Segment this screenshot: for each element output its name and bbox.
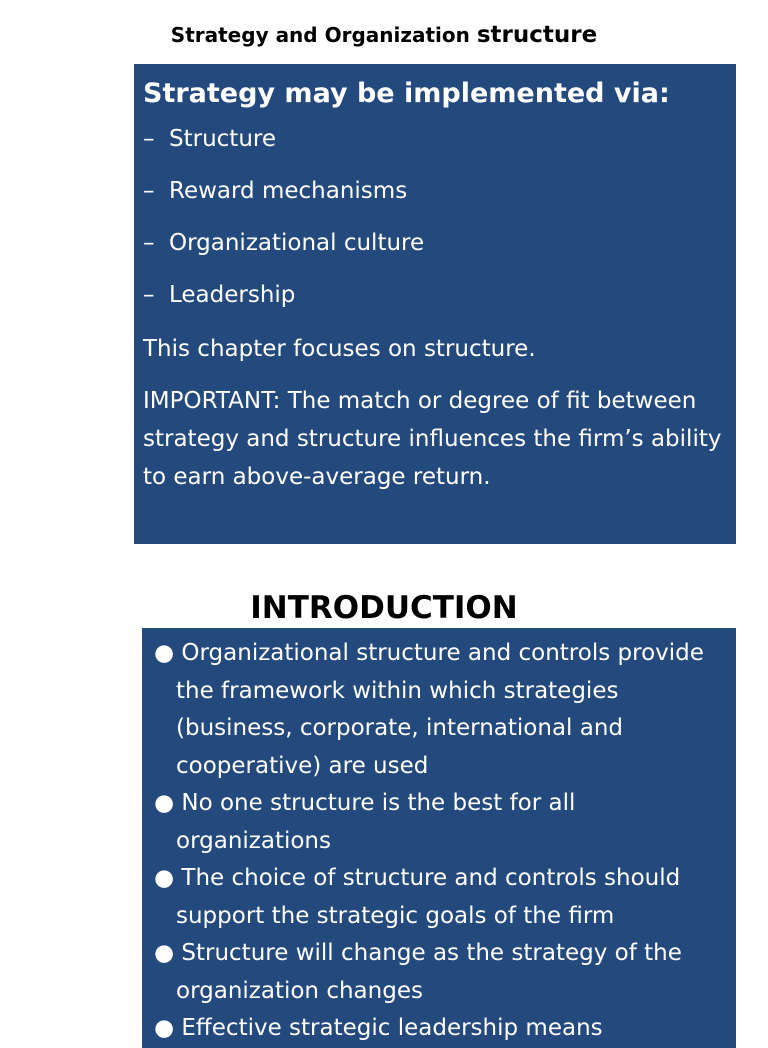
bullet-icon: ● <box>154 1015 175 1041</box>
dash-icon: – <box>143 282 155 308</box>
bullet-item <box>150 935 730 1010</box>
important-note-text: IMPORTANT: The match or degree of fit between strategy and structure influences the firm’s ability to earn above-average return. <box>143 388 722 490</box>
list-item <box>143 278 726 313</box>
bullet-item <box>150 785 730 860</box>
dash-icon: – <box>143 230 155 256</box>
bullet-item <box>150 1010 730 1048</box>
list-item <box>143 174 726 209</box>
implementation-box-heading: Strategy may be implemented via: <box>143 78 670 109</box>
chapter-focus-text: This chapter focuses on structure. <box>143 336 536 362</box>
bullet-text: Effective strategic leadership means <box>181 1015 603 1041</box>
list-item-label: Reward mechanisms <box>169 178 408 204</box>
bullet-text: Organizational structure and controls provide the framework within which strategies (business, corporate, international and cooperative) are used <box>176 640 704 779</box>
dash-icon: – <box>143 178 155 204</box>
list-item-label: Organizational culture <box>169 230 425 256</box>
bullet-item <box>150 635 730 785</box>
list-item-label: Structure <box>169 126 276 152</box>
bullet-icon: ● <box>154 640 175 666</box>
bullet-text: Structure will change as the strategy of the organization changes <box>176 940 682 1004</box>
list-item <box>143 122 726 157</box>
bullet-item <box>150 860 730 935</box>
bullet-text: The choice of structure and controls should support the strategic goals of the firm <box>176 865 681 929</box>
dash-icon: – <box>143 126 155 152</box>
implementation-box <box>134 64 736 544</box>
introduction-heading: INTRODUCTION <box>250 590 518 626</box>
page-title-part-2: structure <box>476 22 598 48</box>
bullet-icon: ● <box>154 940 175 966</box>
bullet-icon: ● <box>154 865 175 891</box>
page-title <box>0 20 768 50</box>
page-title-part-1: Strategy and Organization <box>170 23 477 47</box>
list-item-label: Leadership <box>169 282 296 308</box>
bullet-text: No one structure is the best for all organizations <box>176 790 576 854</box>
bullet-icon: ● <box>154 790 175 816</box>
introduction-box <box>142 628 736 1048</box>
list-item <box>143 226 726 261</box>
